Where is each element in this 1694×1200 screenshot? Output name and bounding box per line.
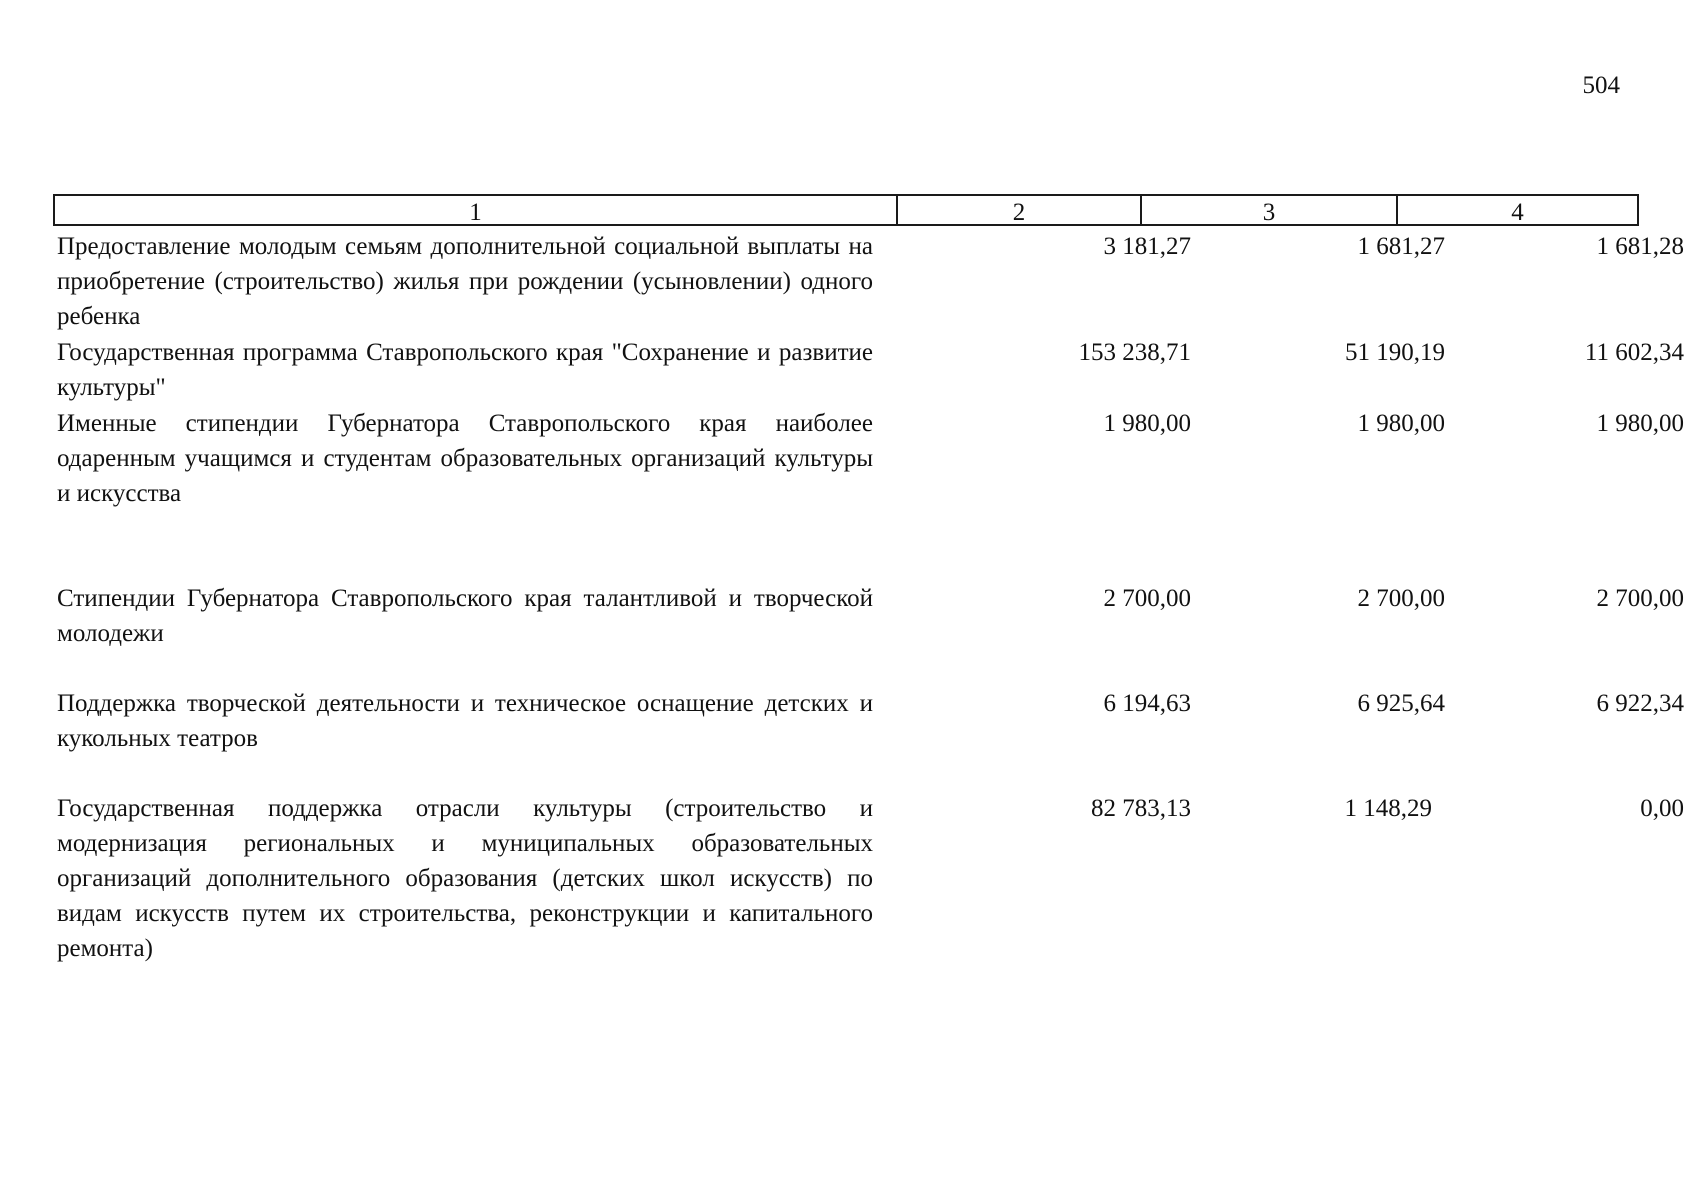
- row-value-col2: 3 181,27: [1103, 233, 1191, 260]
- row-value-col4: 6 922,34: [1596, 690, 1684, 717]
- row-value-col2: 1 980,00: [1103, 410, 1191, 437]
- row-description: Государственная программа Ставропольского края "Сохранение и развитие культуры": [57, 339, 873, 401]
- row-value-col3: 2 700,00: [1357, 585, 1445, 612]
- header-col-2: 2: [896, 196, 1140, 224]
- table-header: [53, 194, 1639, 226]
- row-value-col3: 1 980,00: [1357, 410, 1445, 437]
- row-value-col4: 1 681,28: [1596, 233, 1684, 260]
- page-number: 504: [1582, 72, 1620, 99]
- row-value-col4: 11 602,34: [1584, 339, 1684, 366]
- row-description: Именные стипендии Губернатора Ставропольского края наиболее одаренным учащимся и студентам образовательных организаций культуры и искусства: [57, 410, 873, 507]
- row-value-col4: 2 700,00: [1596, 585, 1684, 612]
- header-col-3: 3: [1140, 196, 1396, 224]
- row-value-col4: 1 980,00: [1596, 410, 1684, 437]
- row-value-col4: 0,00: [1640, 795, 1684, 822]
- row-description: Поддержка творческой деятельности и техническое оснащение детских и кукольных театров: [57, 690, 873, 752]
- row-description: Государственная поддержка отрасли культуры (строительство и модернизация региональных и муниципальных образовательных организаций дополнительного образования (детских школ искусств) по видам искусств путем их строительства, реконструкции и капитального ремонта): [57, 795, 873, 962]
- row-value-col3: 51 190,19: [1345, 339, 1445, 366]
- row-value-col3: 6 925,64: [1357, 690, 1445, 717]
- row-description: Стипендии Губернатора Ставропольского края талантливой и творческой молодежи: [57, 585, 873, 647]
- row-value-col3: 1 681,27: [1357, 233, 1445, 260]
- row-description: Предоставление молодым семьям дополнительной социальной выплаты на приобретение (строительство) жилья при рождении (усыновлении) одного ребенка: [57, 233, 873, 330]
- header-col-1: 1: [469, 199, 482, 226]
- row-value-col2: 6 194,63: [1103, 690, 1191, 717]
- header-col-4: 4: [1396, 196, 1637, 224]
- row-value-col3: 1 148,29: [1344, 795, 1432, 822]
- row-value-col2: 82 783,13: [1091, 795, 1191, 822]
- row-value-col2: 153 238,71: [1078, 339, 1191, 366]
- row-value-col2: 2 700,00: [1103, 585, 1191, 612]
